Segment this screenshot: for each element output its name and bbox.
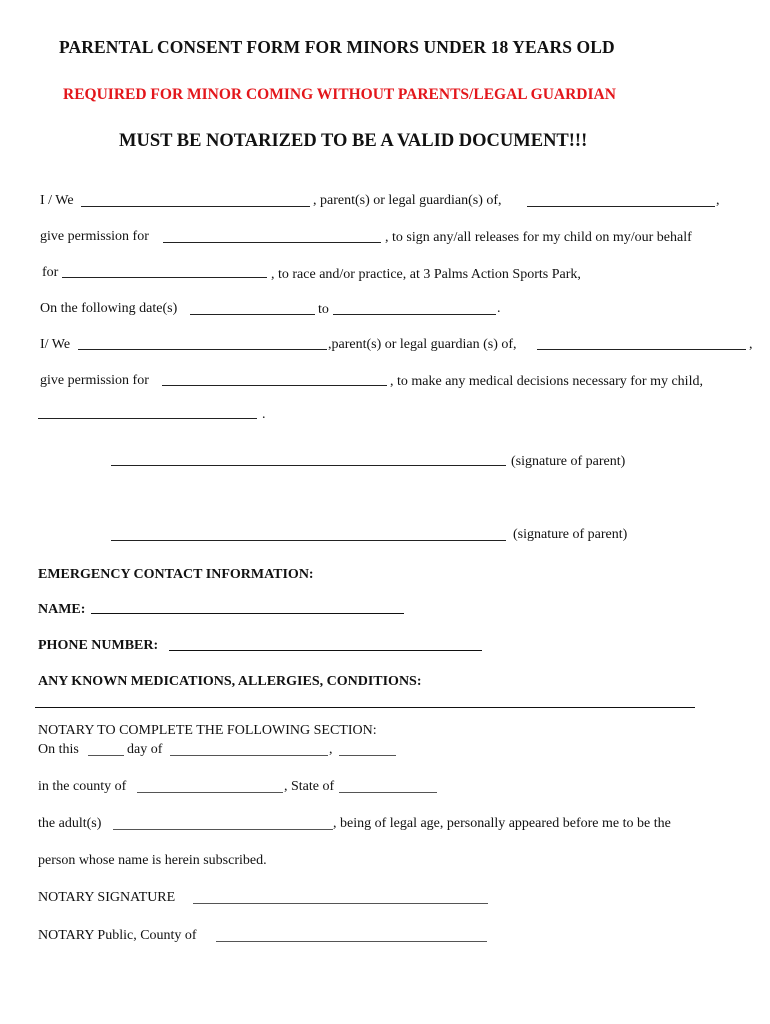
form-title: PARENTAL CONSENT FORM FOR MINORS UNDER 18 YEARS OLD (59, 37, 615, 57)
notary-person-text: person whose name is herein subscribed. (38, 853, 267, 868)
notary-state-label: , State of (284, 779, 335, 794)
notary-county-field[interactable] (137, 792, 283, 793)
parent-signature-label-1: (signature of parent) (511, 454, 626, 469)
start-date-field[interactable] (190, 314, 315, 315)
emergency-phone-label: PHONE NUMBER: (38, 638, 159, 653)
end-date-field[interactable] (333, 314, 496, 315)
emergency-name-label: NAME: (38, 602, 86, 617)
consent-line-5-end: , (749, 337, 753, 352)
child-name-field[interactable] (527, 206, 715, 207)
notary-adults-text: , being of legal age, personally appeared before me to be the (333, 816, 671, 831)
consent-line-7-end: . (262, 407, 266, 422)
notary-day-field[interactable] (88, 755, 124, 756)
parent-name-field[interactable] (81, 206, 310, 207)
notary-day-of: day of (127, 742, 163, 757)
notary-on-this: On this (38, 742, 79, 757)
emergency-name-field[interactable] (91, 613, 404, 614)
release-signer-field[interactable] (163, 242, 381, 243)
medical-parent-name-field[interactable] (78, 349, 327, 350)
notary-adults-field[interactable] (113, 829, 333, 830)
notary-year-field[interactable] (339, 755, 396, 756)
consent-line-6-start: give permission for (40, 373, 149, 388)
medical-child-name-field[interactable] (537, 349, 746, 350)
consent-line-2-end: , to sign any/all releases for my child on my/our behalf (385, 230, 692, 245)
consent-line-4-to: to (318, 302, 329, 317)
form-subtitle: REQUIRED FOR MINOR COMING WITHOUT PARENTS/LEGAL GUARDIAN (63, 86, 616, 103)
consent-line-2-start: give permission for (40, 229, 149, 244)
notarized-notice: MUST BE NOTARIZED TO BE A VALID DOCUMENT!!! (119, 131, 588, 151)
notary-county-label: in the county of (38, 779, 127, 794)
notary-heading: NOTARY TO COMPLETE THE FOLLOWING SECTION: (38, 723, 377, 738)
notary-adults-label: the adult(s) (38, 816, 102, 831)
conditions-field[interactable] (35, 707, 695, 708)
child-continuation-field[interactable] (38, 418, 257, 419)
consent-line-4-end: . (497, 301, 501, 316)
consent-line-1-end: , (716, 193, 720, 208)
consent-line-3-end: , to race and/or practice, at 3 Palms Action Sports Park, (271, 267, 581, 282)
consent-line-3-start: for (42, 265, 59, 280)
consent-line-5-mid: ,parent(s) or legal guardian (s) of, (328, 337, 517, 352)
parent-signature-label-2: (signature of parent) (513, 527, 628, 542)
consent-line-4-start: On the following date(s) (40, 301, 178, 316)
notary-state-field[interactable] (339, 792, 437, 793)
notary-signature-field[interactable] (193, 903, 488, 904)
notary-public-county-field[interactable] (216, 941, 487, 942)
medical-decision-person-field[interactable] (162, 385, 387, 386)
parent-signature-line-1[interactable] (111, 465, 506, 466)
notary-month-field[interactable] (170, 755, 328, 756)
consent-line-5-start: I/ We (40, 337, 71, 352)
race-child-field[interactable] (62, 277, 267, 278)
parent-signature-line-2[interactable] (111, 540, 506, 541)
notary-public-label: NOTARY Public, County of (38, 928, 197, 943)
consent-line-6-end: , to make any medical decisions necessary for my child, (390, 374, 703, 389)
emergency-heading: EMERGENCY CONTACT INFORMATION: (38, 567, 314, 582)
consent-line-1-mid: , parent(s) or legal guardian(s) of, (313, 193, 502, 208)
consent-line-1-start: I / We (40, 193, 74, 208)
notary-signature-label: NOTARY SIGNATURE (38, 890, 176, 905)
emergency-phone-field[interactable] (169, 650, 482, 651)
notary-comma: , (329, 742, 333, 757)
conditions-label: ANY KNOWN MEDICATIONS, ALLERGIES, CONDITIONS: (38, 674, 422, 689)
